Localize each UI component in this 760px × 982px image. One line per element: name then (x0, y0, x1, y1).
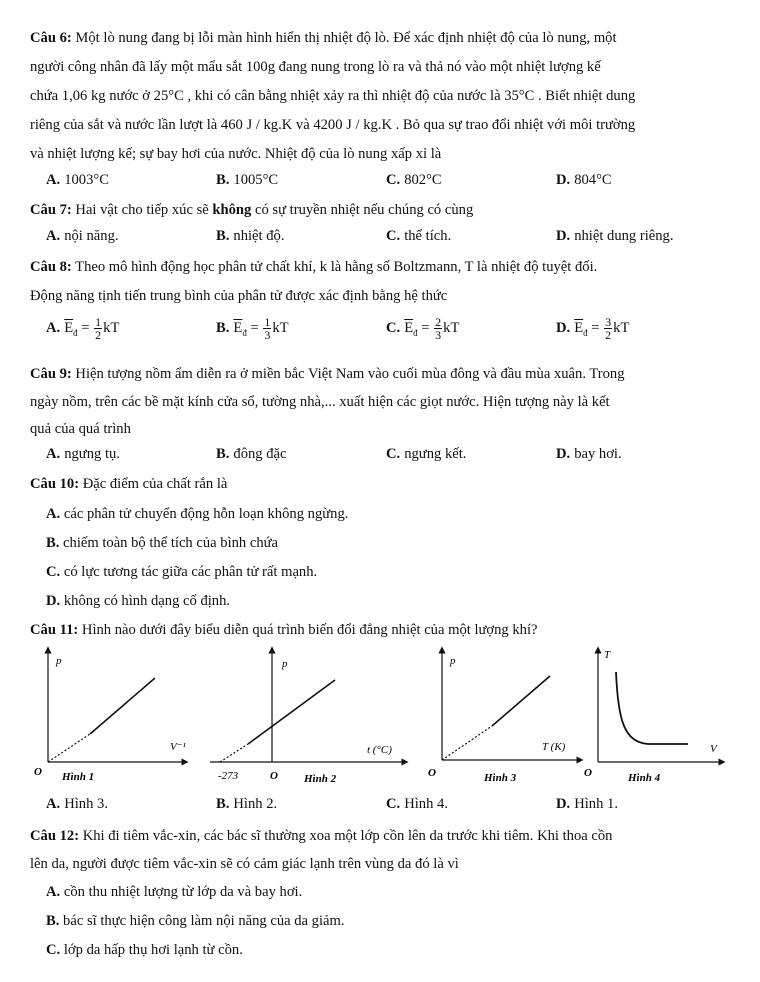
option-key: C. (46, 942, 61, 958)
figure-2-caption: Hình 2 (304, 773, 337, 785)
q10-text: Đặc điểm của chất rắn là (79, 476, 228, 492)
option-key: C. (46, 564, 61, 580)
option-text: bay hơi. (574, 446, 622, 462)
figure-4-xlabel: V (710, 743, 717, 755)
q11-stem (30, 620, 730, 640)
q10-option-a[interactable] (46, 504, 746, 524)
option-key: B. (216, 228, 230, 244)
option-text: Hình 4. (404, 796, 448, 812)
fraction (263, 316, 271, 341)
figure-2-dashed-segment (220, 744, 248, 762)
q9-line-3: quả của quá trình (30, 421, 131, 437)
kt-term: kT (443, 319, 460, 336)
option-key: B. (216, 172, 230, 188)
q12-option-a[interactable] (46, 882, 746, 902)
q12-number: Câu 12: (30, 828, 80, 844)
q10-stem (30, 474, 730, 494)
q8-line-1 (30, 257, 730, 277)
numerator: 2 (435, 315, 442, 329)
figure-1-graph-line (90, 678, 155, 734)
q6-line-4: riêng của sắt và nước lần lượt là 460 J / kg.K và 4200 J / kg.K . Bỏ qua sự trao đổi nhiệt với môi trường (30, 117, 636, 133)
option-text: 804°C (574, 172, 612, 188)
q6-text-1: Một lò nung đang bị lỗi màn hình hiển thị nhiệt độ lò. Để xác định nhiệt độ của lò nung, một (71, 30, 617, 46)
option-key: B. (46, 913, 60, 929)
kinetic-energy-symbol: $\overline{E}$ (574, 319, 584, 336)
subscript: đ (583, 327, 588, 338)
option-text: 1003°C (64, 172, 109, 188)
subscript: đ (413, 327, 418, 338)
kt-term: kT (613, 319, 630, 336)
q12-option-c[interactable] (46, 940, 746, 960)
option-key: A. (46, 884, 61, 900)
q9-options (0, 446, 760, 468)
q12-line-1 (30, 826, 730, 846)
q10-option-b[interactable] (46, 533, 746, 553)
q7-text-before: Hai vật cho tiếp xúc sẽ (71, 202, 213, 218)
option-key: C. (386, 796, 401, 812)
kinetic-energy-symbol: $\overline{E}$ (233, 319, 243, 336)
q6-options (0, 172, 760, 194)
figure-2-graph-line (248, 680, 335, 744)
figure-3 (428, 650, 580, 784)
q8-text-1: Theo mô hình động học phân tử chất khí, k là hằng số Boltzmann, T là nhiệt độ tuyệt đối. (71, 259, 598, 275)
figure-1-xlabel: V⁻¹ (170, 741, 186, 753)
option-key: B. (216, 796, 230, 812)
q7-number: Câu 7: (30, 202, 72, 218)
option-text: 802°C (404, 172, 442, 188)
q11-option-a[interactable] (46, 796, 108, 813)
q6-option-a[interactable] (46, 172, 109, 189)
kinetic-energy-symbol: $\overline{E}$ (404, 319, 414, 336)
option-key: C. (386, 172, 401, 188)
figure-2-negative-label: -273 (218, 770, 239, 782)
figure-3-caption: Hình 3 (484, 772, 517, 784)
option-text: nhiệt độ. (233, 228, 285, 244)
option-text: Hình 2. (233, 796, 278, 812)
option-text: Hình 3. (64, 796, 108, 812)
option-key: A. (46, 506, 61, 522)
q12-option-b[interactable] (46, 911, 746, 931)
option-key: B. (46, 535, 60, 551)
q6-line-2: người công nhân đã lấy một mẩu sắt 100g đang nung trong lò ra và thả nó vào một nhiệt lượng kế (30, 59, 601, 75)
q7-text-after: có sự truyền nhiệt nếu chúng có cùng (251, 202, 474, 218)
option-key: A. (46, 172, 61, 188)
q9-line-2: ngày nồm, trên các bề mặt kính cửa sổ, tường nhà,... xuất hiện các giọt nước. Hiện tượng này là kết (30, 394, 610, 410)
option-key: B. (216, 446, 230, 462)
figure-4-caption: Hình 4 (628, 772, 661, 784)
q6-option-d[interactable] (556, 172, 612, 189)
option-text: ngưng tụ. (64, 446, 120, 462)
q11-option-b[interactable] (216, 796, 277, 813)
option-key: D. (556, 446, 571, 462)
option-key: B. (216, 319, 230, 336)
option-text: nội năng. (64, 228, 119, 244)
q6-option-b[interactable] (216, 172, 278, 189)
option-text: các phân tử chuyển động hỗn loạn không ngừng. (63, 506, 349, 522)
figure-2-ylabel: p (282, 658, 288, 670)
subscript: đ (73, 327, 78, 338)
option-key: D. (46, 593, 61, 609)
figure-4-graph-curve (616, 672, 688, 744)
option-key: A. (46, 228, 61, 244)
kt-term: kT (103, 319, 120, 336)
subscript: đ (242, 327, 247, 338)
option-text: ngưng kết. (404, 446, 467, 462)
option-text: có lực tương tác giữa các phân tử rất mạnh. (63, 564, 318, 580)
q8-option-d[interactable]: D. $\overline{E}_đ$ = $\frac{3}{2}$ kT (556, 315, 630, 342)
q6-option-c[interactable] (386, 172, 442, 189)
option-text: lớp da hấp thụ hơi lạnh từ cồn. (63, 942, 243, 958)
q8-options (0, 316, 760, 348)
q11-figures (0, 640, 760, 790)
q7-option-d[interactable] (556, 228, 674, 245)
q7-options (0, 228, 760, 250)
figure-2 (210, 650, 405, 785)
option-text: cồn thu nhiệt lượng từ lớp da và bay hơi. (63, 884, 303, 900)
q8-line-2: Động năng tịnh tiến trung bình của phân tử được xác định bằng hệ thức (30, 288, 448, 304)
figure-1 (34, 650, 186, 783)
numerator: 1 (264, 315, 271, 329)
figure-3-graph-line (492, 676, 550, 726)
q8-number: Câu 8: (30, 259, 72, 275)
figure-2-xlabel: t (°C) (367, 744, 392, 756)
option-key: C. (386, 228, 401, 244)
option-key: C. (386, 319, 401, 336)
q10-option-d[interactable] (46, 591, 746, 611)
q11-options (0, 796, 760, 818)
q6-line-5: và nhiệt lượng kế; sự bay hơi của nước. Nhiệt độ của lò nung xấp xỉ là (30, 146, 442, 162)
denominator: 2 (95, 328, 102, 342)
option-text: chiếm toàn bộ thể tích của bình chứa (63, 535, 279, 551)
option-key: C. (386, 446, 401, 462)
q6-line-1 (30, 28, 730, 48)
q9-option-c[interactable] (386, 446, 466, 463)
q9-option-b[interactable] (216, 446, 286, 463)
denominator: 2 (605, 328, 612, 342)
option-key: D. (556, 319, 571, 336)
figure-3-origin: O (428, 767, 436, 779)
numerator: 3 (605, 315, 612, 329)
figure-4-ylabel: T (604, 649, 611, 661)
q8-option-c[interactable]: C. $\overline{E}_đ$ = $\frac{2}{3}$ kT (386, 315, 460, 342)
denominator: 3 (435, 328, 442, 342)
q11-text: Hình nào dưới đây biểu diễn quá trình biến đổi đẳng nhiệt của một lượng khí? (78, 622, 538, 638)
figure-2-origin: O (270, 770, 278, 782)
fraction (434, 316, 442, 341)
option-key: A. (46, 319, 61, 336)
denominator: 3 (264, 328, 271, 342)
option-key: A. (46, 446, 61, 462)
option-key: D. (556, 228, 571, 244)
q9-option-d[interactable] (556, 446, 622, 463)
q10-option-c[interactable] (46, 562, 746, 582)
figure-1-caption: Hình 1 (62, 771, 95, 783)
q12-text-1: Khi đi tiêm vắc-xin, các bác sĩ thường xoa một lớp cồn lên da trước khi tiêm. Khi thoa cồn (79, 828, 613, 844)
q9-text-1: Hiện tượng nồm ẩm diễn ra ở miền bắc Việt Nam vào cuối mùa đông và đầu mùa xuân. Trong (71, 366, 625, 382)
q10-number: Câu 10: (30, 476, 80, 492)
q9-line-1 (30, 364, 730, 384)
q8-option-b[interactable]: B. $\overline{E}_đ$ = $\frac{1}{3}$ kT (216, 315, 289, 342)
q8-option-a[interactable]: A. $\overline{E}_đ$ = $\frac{1}{2}$ kT (46, 315, 120, 342)
q11-number: Câu 11: (30, 622, 79, 638)
option-text: nhiệt dung riêng. (574, 228, 674, 244)
figure-3-dashed-segment (442, 726, 492, 760)
q9-option-a[interactable] (46, 446, 120, 463)
fraction (94, 316, 102, 341)
figure-3-xlabel: T (K) (542, 741, 566, 753)
option-key: A. (46, 796, 61, 812)
q12-line-2: lên da, người được tiêm vắc-xin sẽ có cảm giác lạnh trên vùng da đó là vì (30, 856, 459, 872)
figure-4-origin: O (584, 767, 592, 779)
q6-line-3: chứa 1,06 kg nước ở 25°C , khi có cân bằng nhiệt xảy ra thì nhiệt độ của nước là 35°C . Biết nhiệt dung (30, 88, 636, 104)
figure-1-origin: O (34, 766, 42, 778)
figure-3-ylabel: p (450, 655, 456, 667)
figure-4 (584, 649, 722, 784)
q7-option-a[interactable] (46, 228, 119, 245)
q11-option-d[interactable] (556, 796, 618, 813)
q7-stem (30, 200, 730, 220)
q7-text-bold: không (212, 202, 252, 218)
option-text: thể tích. (404, 228, 452, 244)
q7-option-b[interactable] (216, 228, 284, 245)
option-text: bác sĩ thực hiện công làm nội năng của da giảm. (63, 913, 345, 929)
option-text: không có hình dạng cố định. (63, 593, 231, 609)
q7-option-c[interactable] (386, 228, 451, 245)
option-key: D. (556, 796, 571, 812)
figure-1-ylabel: p (56, 655, 62, 667)
kinetic-energy-symbol: $\overline{E}$ (64, 319, 74, 336)
figure-1-dashed-segment (48, 734, 90, 762)
q6-number: Câu 6: (30, 30, 72, 46)
kt-term: kT (272, 319, 289, 336)
numerator: 1 (95, 315, 102, 329)
q9-number: Câu 9: (30, 366, 72, 382)
option-text: Hình 1. (574, 796, 618, 812)
option-text: 1005°C (233, 172, 279, 188)
option-text: đông đặc (233, 446, 287, 462)
fraction (604, 316, 612, 341)
q11-option-c[interactable] (386, 796, 448, 813)
option-key: D. (556, 172, 571, 188)
